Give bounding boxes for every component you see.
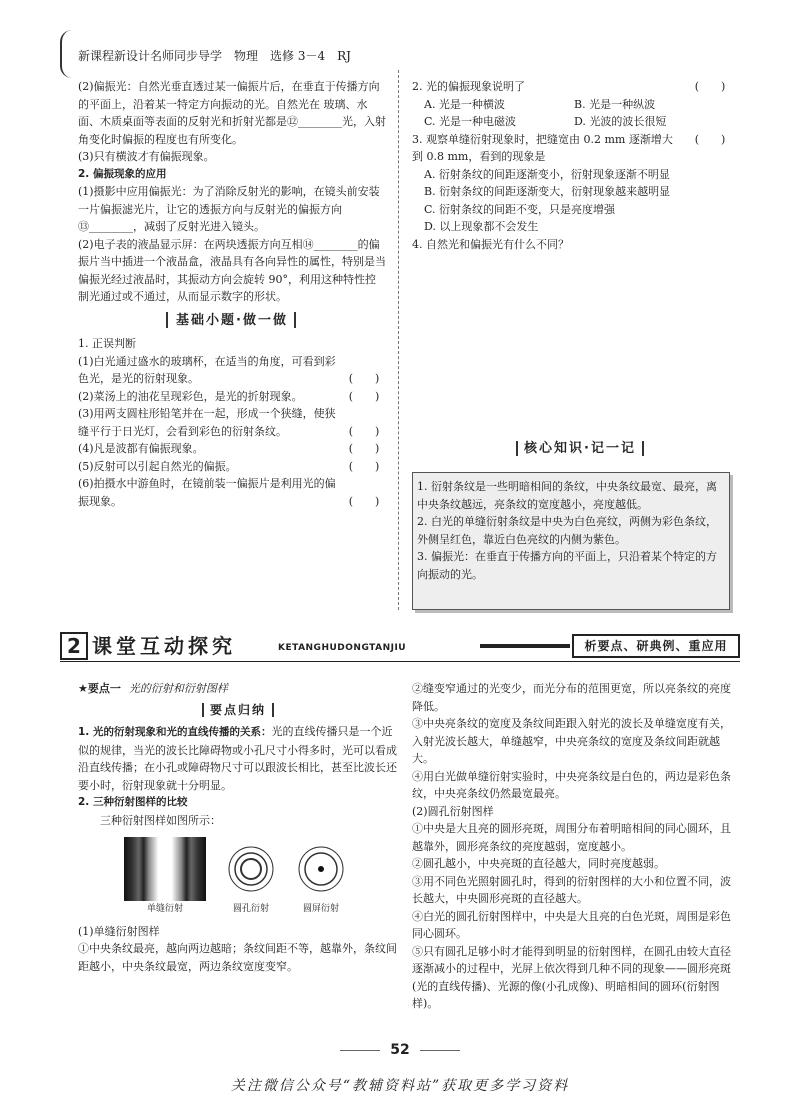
page-number: 52 (0, 1042, 800, 1060)
question-3: 3. 观察单缝衍射现象时，把缝宽由 0.2 mm 逐渐增大到 0.8 mm，看到的现象是 (412, 132, 673, 163)
tf-item-text: (3)用两支圆柱形铅笔并在一起，形成一个狭缝，使狭缝平行于日光灯，会看到彩色的衍射条纹。 (78, 407, 336, 438)
para-photography: (1)摄影中应用偏振光：为了消除反射光的影响，在镜头前安装一片偏振滤光片，让它的透振方向与反射光的偏振方向⑬________，减弱了反射光进入镜头。 (78, 185, 380, 233)
banner-rule (60, 661, 740, 662)
para-polarized-light: (2)偏振光：自然光垂直透过某一偏振片后，在垂直于传播方向的平面上，沿着某一特定方向振动的光。自然光在 玻璃、水面、木质桌面等表面的反射光和折射光都是⑫________光，入射角变化时偏振的程度也有所变化。 (78, 80, 386, 146)
single-slit-image (124, 837, 206, 901)
question-3-options (412, 166, 732, 236)
left-top-column (78, 78, 386, 510)
question-2: 2. 光的偏振现象说明了 (412, 80, 525, 93)
answer-paren: ( ) (348, 459, 380, 473)
list-item: ③用不同色光照射圆孔时，得到的衍射图样的大小和位置不同，波长越大，中央圆形亮斑的直径越大。 (412, 874, 731, 905)
summary-title (78, 702, 398, 720)
tf-item (78, 440, 386, 458)
answer-paren: ( ) (694, 80, 726, 93)
list-item: ④用白光做单缝衍射实验时，中央亮条纹是白色的，两边是彩色条纹，中央亮条纹仍然最宽最亮。 (412, 769, 731, 800)
tf-item (78, 405, 386, 440)
list-item: ①中央是大且亮的圆形亮斑，周围分布着明暗相间的同心圆环，且越靠外，圆形亮条纹的亮度越弱，宽度越小。 (412, 822, 731, 853)
tf-item-text: (2)菜汤上的油花呈现彩色，是光的折射现象。 (78, 389, 303, 403)
banner-title: 课堂互动探究 (92, 634, 236, 658)
list-item: (2)圆孔衍射图样 (412, 804, 494, 818)
key-point-label: ★要点一 (78, 682, 121, 695)
figure-label: 圆屏衍射 (302, 904, 339, 914)
list-item: ②圆孔越小，中央亮斑的直径越大，同时亮度越弱。 (412, 857, 665, 870)
tf-item (78, 353, 386, 388)
answer-paren: ( ) (348, 494, 380, 508)
true-false-list (78, 353, 386, 511)
figure-label: 单缝衍射 (146, 904, 183, 914)
tf-item-text: (5)反射可以引起自然光的偏振。 (78, 459, 237, 473)
column-divider (398, 70, 399, 610)
list-item: ④白光的圆孔衍射图样中，中央是大且亮的白色光斑，周围是彩色同心圆环。 (412, 909, 731, 940)
section-title-basic (78, 312, 386, 330)
core-item: 3. 偏振光：在垂直于传播方向的平面上，只沿着某个特定的方向振动的光。 (417, 550, 717, 581)
para-relation: 光的直线传播只是一个近似的规律，当光的波长比障碍物或小孔尺寸小得多时，光可以看成沿直线传播；在小孔或障碍物尺寸可以跟波长相比，甚至比波长还要小时，衍射现象就十分明显。 (78, 725, 397, 792)
answer-paren: ( ) (348, 424, 380, 438)
core-item: 1. 衍射条纹是一些明暗相间的条纹，中央条纹最宽、最亮，离中央条纹越远，亮条纹的宽度越小，亮度越低。 (417, 480, 717, 511)
list-item: ⑤只有圆孔足够小时才能得到明显的衍射图样，在圆孔由较大直径逐渐减小的过程中，光屏上依次得到几种不同的现象——圆形亮斑(光的直线传播)、光源的像(小孔成像)、明暗相间的圆环(衍射图样)。 (412, 944, 731, 1010)
question-2-row (412, 78, 732, 96)
question-3-row (412, 131, 732, 166)
tf-item-text: (4)凡是波都有偏振现象。 (78, 442, 204, 455)
circular-hole-image (226, 844, 276, 894)
summary-title-text: 要点归纳 (209, 702, 266, 717)
figure-single-slit (124, 837, 206, 919)
figure-circular-hole (226, 844, 276, 919)
core-title-text: 核心知识·记一记 (524, 441, 636, 456)
question-1: 1. 正误判断 (78, 337, 136, 350)
tf-item-text: (1)白光通过盛水的玻璃杯，在适当的角度，可看到彩色光，是光的衍射现象。 (78, 354, 336, 385)
answer-paren: ( ) (348, 442, 380, 455)
header-decoration (60, 30, 74, 78)
para-single-slit: (1)单缝衍射图样 (78, 924, 160, 938)
option: C. 光是一种电磁波 (424, 115, 517, 128)
footer-note: 关注微信公众号“教辅资料站”获取更多学习资料 (230, 1078, 570, 1094)
option: B. 光是一种纵波 (574, 97, 656, 111)
para-figure-intro: 三种衍射图样如图所示： (100, 813, 221, 827)
option: B. 衍射条纹的间距逐渐变大，衍射现象越来越明显 (424, 185, 671, 198)
page-header: 新课程新设计名师同步导学 物理 选修 3－4 RJ (78, 49, 351, 63)
option: C. 衍射条纹的间距不变，只是亮度增强 (424, 202, 616, 216)
option: A. 光是一种横波 (424, 97, 505, 111)
banner-pinyin: KETANGHUDONGTANJIU (278, 643, 407, 653)
banner-tag: 析要点、研典例、重应用 (572, 634, 740, 658)
tf-item-text: (6)拍摄水中游鱼时，在镜前装一偏振片是利用光的偏振现象。 (78, 477, 336, 508)
tf-item (78, 388, 386, 406)
tf-item (78, 458, 386, 476)
answer-paren: ( ) (348, 389, 380, 403)
banner-bar (480, 644, 570, 648)
section-title-text: 基础小题·做一做 (176, 312, 288, 328)
tf-item (78, 475, 386, 510)
section-banner (60, 632, 740, 660)
right-bottom-column (412, 680, 732, 1013)
option: D. 光波的波长很短 (574, 115, 667, 128)
banner-number: 2 (60, 632, 88, 660)
question-4: 4. 自然光和偏振光有什么不同？ (412, 237, 569, 251)
key-point-title: 光的衍射和衍射图样 (128, 682, 228, 695)
para-lcd: (2)电子表的液晶显示屏：在两块透振方向互相⑭________的偏振片当中插进一个液晶盒，液晶具有各向异性的属性，特别是当偏振光经过液晶时，其振动方向会旋转 90°，利用这种特性控制光通过或不通过，从而显示数字的形状。 (78, 237, 386, 303)
question-2-options (412, 96, 732, 131)
figure-circular-screen (296, 844, 346, 919)
key-point-heading (78, 680, 398, 698)
option: D. 以上现象都不会发生 (424, 220, 539, 233)
core-item: 2. 白光的单缝衍射条纹是中央为白色亮纹，两侧为彩色条纹，外侧呈红色，靠近白色亮纹的内侧为紫色。 (417, 515, 717, 546)
core-knowledge-title (480, 440, 680, 458)
circular-screen-image (296, 844, 346, 894)
figure-label: 圆孔衍射 (232, 904, 269, 914)
core-knowledge-box (412, 472, 730, 610)
answer-paren: ( ) (694, 132, 726, 146)
heading-compare: 2. 三种衍射图样的比较 (78, 796, 188, 808)
answer-paren: ( ) (348, 372, 380, 385)
list-item: ②缝变窄通过的光变少，而光分布的范围更宽，所以亮条纹的亮度降低。 (412, 682, 731, 713)
option: A. 衍射条纹的间距逐渐变小，衍射现象逐渐不明显 (424, 167, 670, 181)
left-bottom-column (78, 680, 398, 975)
para-single-slit-1: ①中央条纹最亮，越向两边越暗；条纹间距不等，越靠外，条纹间距越小，中央条纹最宽，两边条纹宽度变窄。 (78, 942, 397, 973)
right-top-column (412, 78, 732, 253)
diffraction-figures (124, 837, 398, 919)
para-transverse: (3)只有横波才有偏振现象。 (78, 150, 215, 163)
list-item: ③中央亮条纹的宽度及条纹间距跟入射光的波长及单缝宽度有关，入射光波长越大，单缝越窄，中央亮条纹的宽度及条纹间距就越大。 (412, 717, 731, 765)
heading-applications: 2. 偏振现象的应用 (78, 167, 167, 180)
heading-relation: 1. 光的衍射现象和光的直线传播的关系： (78, 726, 272, 738)
